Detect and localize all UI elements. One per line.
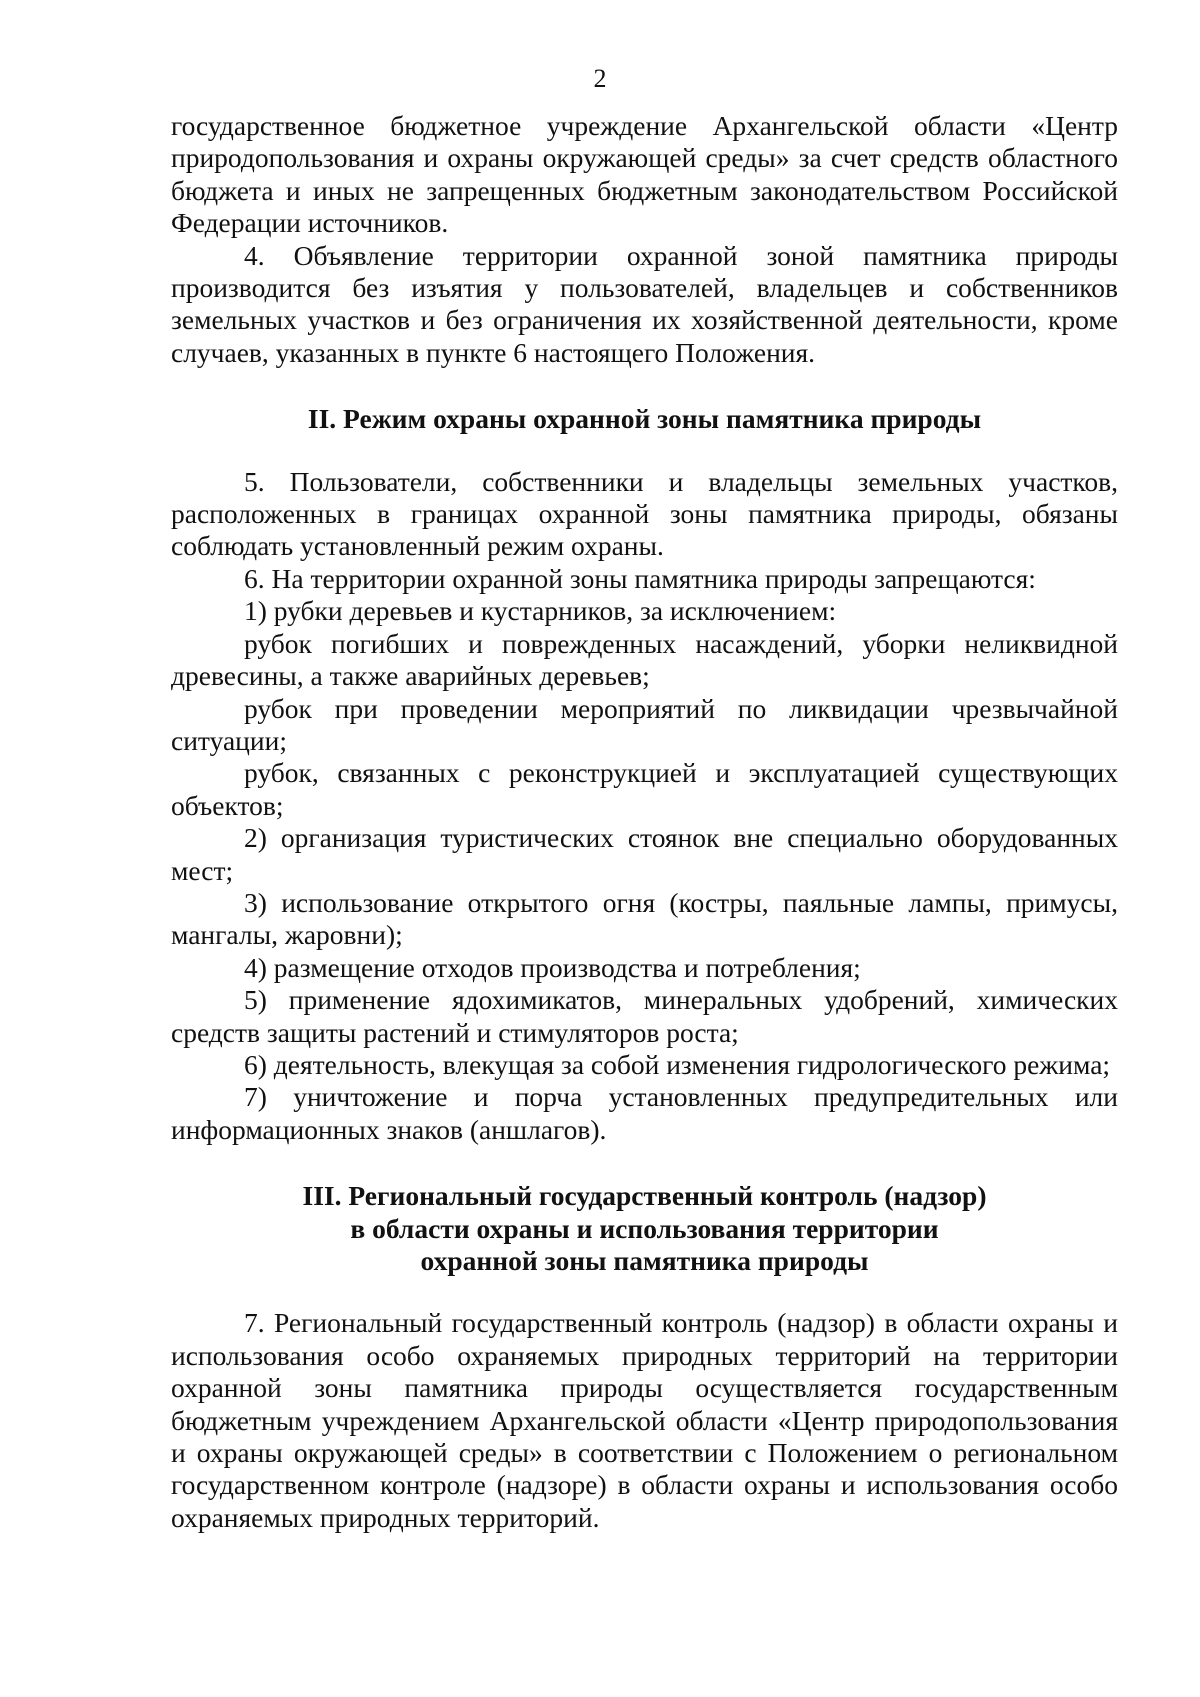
section-heading-2	[171, 403, 1118, 435]
list-subitem-emergency: рубок при проведении мероприятий по ликвидации чрезвычайной ситуации;	[171, 692, 1118, 756]
list-subitem-dead-trees: рубок погибших и поврежденных насаждений, уборки неликвидной древесины, а также аварийных деревьев;	[171, 627, 1118, 692]
section-heading-3	[171, 1180, 1118, 1277]
list-item-4: 4) размещение отходов производства и потребления;	[244, 951, 861, 983]
paragraph-continuation: государственное бюджетное учреждение Архангельской области «Центр природопользования и охраны окружающей среды» за счет средств областного бюджета и иных не запрещенных бюджетным законодательством Российской Федерации источников.	[171, 110, 1118, 239]
page-number: 2	[593, 64, 607, 93]
list-subitem-reconstruction: рубок, связанных с реконструкцией и эксплуатацией существующих объектов;	[171, 757, 1118, 821]
document-body	[171, 110, 1118, 1534]
section-heading-3-line-1: III. Региональный государственный контроль (надзор)	[302, 1180, 987, 1212]
paragraph-item-7: 7. Региональный государственный контроль (надзор) в области охраны и использования особо охраняемых природных территорий на территории охранной зоны памятника природы осуществляется государственным бюджетным учреждением Архангельской области «Центр природопользования и охраны окружающей среды» в соответствии с Положением о региональном государственном контроле (надзоре) в области охраны и использования особо охраняемых природных территорий.	[171, 1307, 1118, 1533]
list-item-2: 2) организация туристических стоянок вне специально оборудованных мест;	[171, 822, 1118, 886]
paragraph-item-4: 4. Объявление территории охранной зоной памятника природы производится без изъятия у пользователей, владельцев и собственников земельных участков и без ограничения их хозяйственной деятельности, кроме случаев, указанных в пункте 6 настоящего Положения.	[171, 239, 1118, 368]
list-item-6: 6) деятельность, влекущая за собой изменения гидрологического режима;	[244, 1048, 1111, 1080]
list-item-3: 3) использование открытого огня (костры, паяльные лампы, примусы, мангалы, жаровни);	[171, 886, 1118, 951]
list-item-1: 1) рубки деревьев и кустарников, за исключением:	[244, 595, 837, 627]
paragraph-item-6: 6. На территории охранной зоны памятника природы запрещаются:	[244, 562, 1036, 594]
list-item-7: 7) уничтожение и порча установленных предупредительных или информационных знаков (аншлагов).	[171, 1081, 1118, 1145]
list-item-5: 5) применение ядохимикатов, минеральных удобрений, химических средств защиты растений и стимуляторов роста;	[171, 984, 1118, 1048]
section-heading-2-line: II. Режим охраны охранной зоны памятника природы	[307, 403, 982, 435]
section-heading-3-line-2: в области охраны и использования территории	[350, 1212, 939, 1244]
section-heading-3-line-3: охранной зоны памятника природы	[420, 1245, 869, 1276]
paragraph-item-5: 5. Пользователи, собственники и владельцы земельных участков, расположенных в границах охранной зоны памятника природы, обязаны соблюдать установленный режим охраны.	[171, 465, 1118, 562]
